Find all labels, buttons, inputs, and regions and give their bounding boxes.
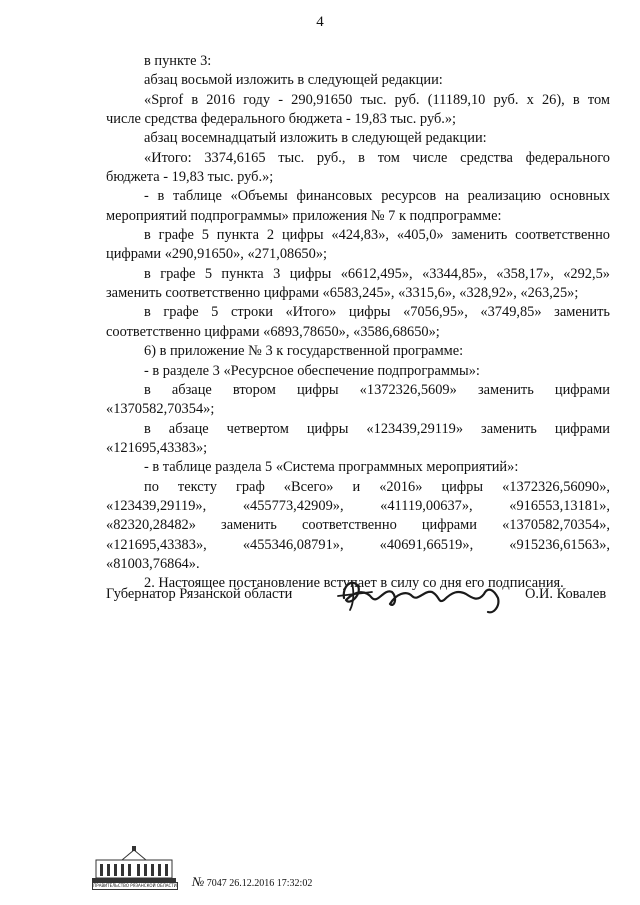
paragraph-line: в пункте 3: — [144, 53, 212, 69]
paragraph-line: - в разделе 3 «Ресурсное обеспечение подпрограммы»: — [144, 362, 480, 379]
paragraph-line: бюджета - 19,83 тыс. руб.»; — [106, 169, 274, 186]
paragraph-line: в графе 5 строки «Итого» цифры «7056,95», «3749,85» заменить — [144, 304, 610, 321]
paragraph-line: «121695,43383», «455346,08791», «40691,66519», «915236,61563», — [106, 536, 610, 553]
registration-prefix: № — [192, 874, 205, 889]
signatory-title: Губернатор Рязанской области — [106, 586, 293, 602]
paragraph-line: в абзаце четвертом цифры «123439,29119» заменить цифрами — [144, 420, 610, 437]
stamp-caption: ПРАВИТЕЛЬСТВО РЯЗАНСКОЙ ОБЛАСТИ — [93, 883, 177, 888]
paragraph-line: «123439,29119», «455773,42909», «41119,00637», «916553,13181», — [106, 497, 610, 514]
paragraph-line: соответственно цифрами «6893,78650», «3586,68650»; — [106, 323, 440, 340]
paragraph-line: 2. Настоящее постановление вступает в силу со дня его подписания. — [144, 575, 564, 592]
handwritten-signature — [332, 568, 512, 623]
signatory-name: О.И. Ковалев — [525, 586, 607, 602]
registration-number: 7047 — [206, 878, 227, 889]
paragraph-line: цифрами «290,91650», «271,08650»; — [106, 246, 328, 263]
paragraph-line: - в таблице раздела 5 «Система программных мероприятий»: — [144, 459, 519, 476]
paragraph-line: по тексту граф «Всего» и «2016» цифры «1372326,56090», — [144, 478, 610, 495]
paragraph-line: «81003,76864». — [106, 555, 200, 572]
paragraph-line: абзац восемнадцатый изложить в следующей редакции: — [144, 130, 487, 147]
paragraph-line: 6) в приложение № 3 к государственной программе: — [144, 343, 464, 360]
registration-mark — [192, 874, 312, 890]
paragraph-line: в абзаце втором цифры «1372326,5609» заменить цифрами — [144, 381, 610, 398]
paragraph-line: мероприятий подпрограммы» приложения № 7 к подпрограмме: — [106, 207, 502, 224]
paragraph-line: «1370582,70354»; — [106, 401, 215, 418]
paragraph-line: - в таблице «Объемы финансовых ресурсов на реализацию основных — [144, 188, 610, 205]
document-body — [106, 52, 610, 594]
registration-timestamp: 26.12.2016 17:32:02 — [229, 878, 313, 889]
paragraph-line: «121695,43383»; — [106, 439, 208, 456]
paragraph-line: «Итого: 3374,6165 тыс. руб., в том числе средства федерального — [144, 149, 610, 166]
paragraph-line: в графе 5 пункта 3 цифры «6612,495», «3344,85», «358,17», «292,5» — [144, 265, 610, 282]
paragraph-line: абзац восьмой изложить в следующей редакции: — [144, 72, 443, 89]
paragraph-line: «82320,28482» заменить соответственно цифрами «1370582,70354», — [106, 517, 610, 534]
paragraph-line: заменить соответственно цифрами «6583,245», «3315,6», «328,92», «263,25»; — [106, 285, 579, 302]
paragraph-line: числе средства федерального бюджета - 19,83 тыс. руб.»; — [106, 111, 457, 128]
page-number: 4 — [316, 14, 324, 30]
paragraph-line: в графе 5 пункта 2 цифры «424,83», «405,0» заменить соответственно — [144, 227, 610, 244]
paragraph-line: «Sprof в 2016 году - 290,91650 тыс. руб. (11189,10 руб. х 26), в том — [144, 91, 610, 108]
building-emblem-icon — [92, 846, 176, 887]
